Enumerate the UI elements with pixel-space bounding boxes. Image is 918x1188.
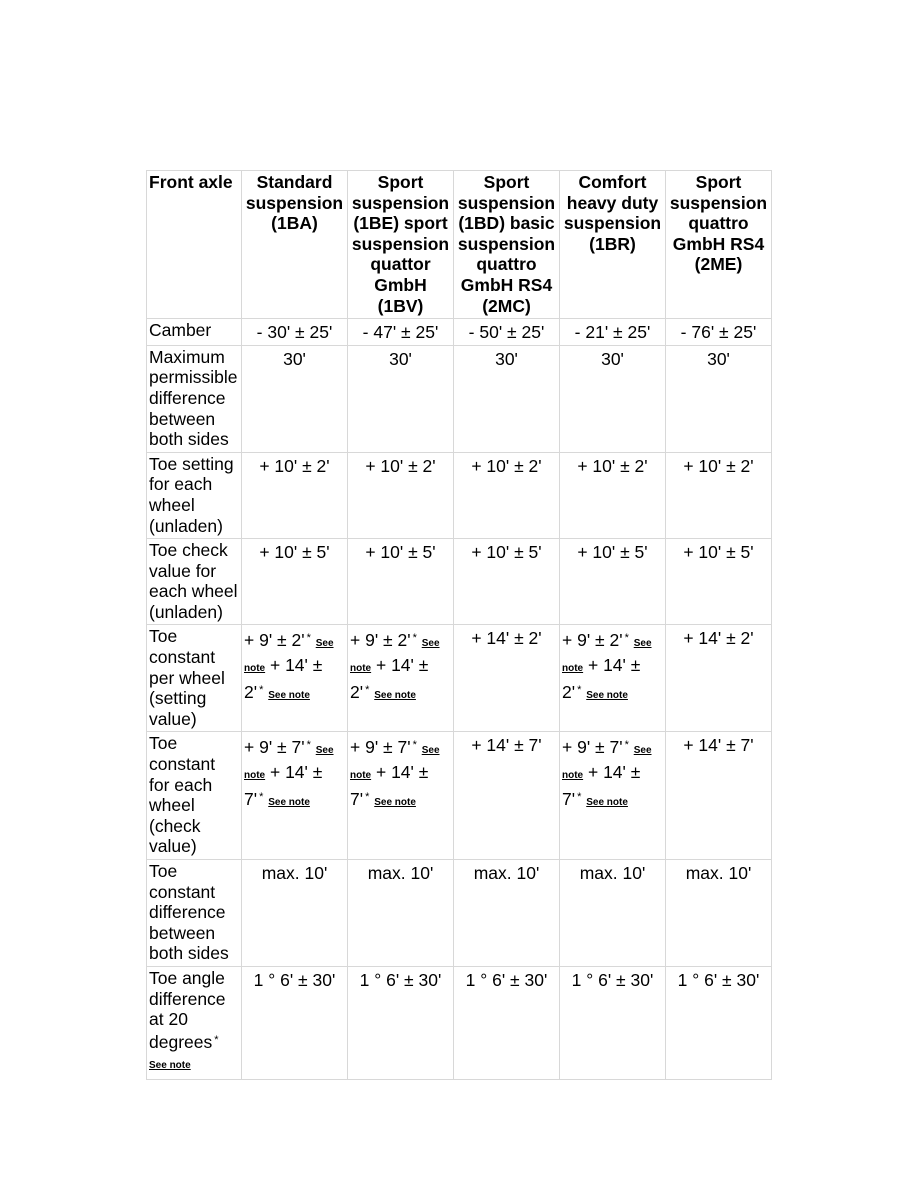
value-text: - 47' ± 25' (362, 322, 439, 343)
value-text: 30' (707, 348, 730, 369)
value-text: + 9' ± 7' (562, 737, 623, 758)
value-cell (454, 319, 560, 346)
see-note-link[interactable]: See note (374, 796, 416, 808)
value-text: + 14' ± 7' (683, 735, 754, 756)
value-cell (454, 539, 560, 625)
column-header-1be-1bv: Sport suspension (1BE) sport suspension quattor GmbH (1BV) (348, 171, 454, 319)
value-text: + 9' ± 7' (244, 737, 305, 758)
value-cell (242, 319, 348, 346)
note-asterisk: * (259, 683, 264, 696)
value-text: max. 10' (367, 863, 434, 883)
table-row (147, 625, 772, 732)
value-cell (454, 860, 560, 967)
value-text: max. 10' (473, 863, 540, 883)
row-label-text: Toe constant difference between both sides (149, 861, 229, 964)
row-label (147, 319, 242, 346)
value-text: + 14' ± 7' (350, 762, 429, 809)
value-cell (348, 319, 454, 346)
see-note-link[interactable]: See note (244, 638, 334, 675)
value-text: 1 ° 6' ± 30' (571, 969, 654, 990)
value-cell (242, 732, 348, 860)
table-body (147, 319, 772, 1080)
value-text: + 14' ± 7' (244, 762, 323, 809)
row-label (147, 539, 242, 625)
row-label (147, 452, 242, 538)
column-header-1ba: Standard suspension (1BA) (242, 171, 348, 319)
see-note-link[interactable]: See note (562, 638, 652, 675)
see-note-link[interactable]: See note (586, 796, 628, 808)
see-note-link[interactable]: See note (268, 689, 310, 701)
value-cell (666, 345, 772, 452)
table-header-row (147, 171, 772, 319)
value-text: + 10' ± 5' (577, 542, 648, 563)
value-cell (666, 539, 772, 625)
value-text: + 10' ± 5' (471, 542, 542, 563)
table-row (147, 452, 772, 538)
value-text: + 10' ± 5' (259, 542, 330, 563)
value-cell (666, 625, 772, 732)
row-label-text: Toe constant for each wheel (check value) (149, 733, 216, 857)
value-text: + 9' ± 7' (350, 737, 411, 758)
table-row (147, 319, 772, 346)
note-asterisk: * (365, 790, 370, 803)
value-cell (242, 860, 348, 967)
value-text: + 9' ± 2' (562, 630, 623, 651)
value-cell (666, 452, 772, 538)
value-text: + 10' ± 2' (577, 455, 648, 476)
row-label (147, 625, 242, 732)
see-note-link[interactable]: See note (562, 745, 652, 782)
value-text: 30' (601, 348, 624, 369)
row-label (147, 966, 242, 1079)
value-text: + 14' ± 7' (471, 735, 542, 756)
see-note-link[interactable]: See note (374, 689, 416, 701)
note-asterisk: * (577, 683, 582, 696)
value-cell (242, 625, 348, 732)
value-cell (454, 966, 560, 1079)
value-text: + 10' ± 2' (365, 455, 436, 476)
value-cell (242, 452, 348, 538)
value-cell (560, 319, 666, 346)
note-asterisk: * (624, 739, 629, 752)
value-text: + 14' ± 2' (683, 628, 754, 649)
value-cell (348, 966, 454, 1079)
value-text: - 50' ± 25' (468, 322, 545, 343)
row-label (147, 860, 242, 967)
see-note-link[interactable]: See note (149, 1060, 191, 1072)
note-asterisk: * (259, 790, 264, 803)
value-text: - 76' ± 25' (680, 322, 757, 343)
value-cell (454, 345, 560, 452)
see-note-link[interactable]: See note (268, 796, 310, 808)
table-row (147, 966, 772, 1079)
value-cell (454, 452, 560, 538)
value-cell (666, 319, 772, 346)
value-text: 30' (495, 348, 518, 369)
table-row (147, 732, 772, 860)
row-label-text: Toe angle difference at 20 degrees (149, 967, 226, 1052)
row-label-text: Camber (149, 320, 212, 341)
note-asterisk: * (306, 739, 311, 752)
value-cell (348, 732, 454, 860)
value-text: + 14' ± 2' (350, 655, 429, 702)
note-asterisk: * (214, 1033, 219, 1046)
row-label-text: Toe setting for each wheel (unladen) (149, 453, 234, 536)
see-note-link[interactable]: See note (244, 745, 334, 782)
value-cell (348, 860, 454, 967)
value-text: max. 10' (261, 863, 328, 883)
value-cell (348, 452, 454, 538)
row-header-cell: Front axle (147, 171, 242, 319)
value-cell (666, 966, 772, 1079)
value-text: + 9' ± 2' (350, 630, 411, 651)
value-text: max. 10' (685, 863, 752, 883)
row-label (147, 732, 242, 860)
see-note-link[interactable]: See note (586, 689, 628, 701)
value-cell (348, 539, 454, 625)
value-cell (560, 966, 666, 1079)
value-text: 1 ° 6' ± 30' (359, 969, 442, 990)
note-asterisk: * (577, 790, 582, 803)
value-text: + 10' ± 5' (683, 542, 754, 563)
row-label (147, 345, 242, 452)
column-header-2me: Sport suspension quattro GmbH RS4 (2ME) (666, 171, 772, 319)
note-asterisk: * (412, 739, 417, 752)
value-text: + 14' ± 2' (244, 655, 323, 702)
value-text: + 14' ± 7' (562, 762, 641, 809)
value-text: + 10' ± 5' (365, 542, 436, 563)
note-asterisk: * (306, 632, 311, 645)
value-text: 1 ° 6' ± 30' (677, 969, 760, 990)
column-header-1br: Comfort heavy duty suspension (1BR) (560, 171, 666, 319)
row-label-text: Toe check value for each wheel (unladen) (149, 540, 238, 622)
column-header-1bd-2mc: Sport suspension (1BD) basic suspension quattro GmbH RS4 (2MC) (454, 171, 560, 319)
see-note-link[interactable]: See note (350, 638, 440, 675)
value-text: + 9' ± 2' (244, 630, 305, 651)
value-cell (348, 625, 454, 732)
front-axle-spec-table (146, 170, 772, 1080)
value-text: - 21' ± 25' (574, 322, 651, 343)
value-cell (560, 625, 666, 732)
value-text: + 14' ± 2' (471, 628, 542, 649)
note-asterisk: * (365, 683, 370, 696)
see-note-link[interactable]: See note (350, 745, 440, 782)
note-asterisk: * (624, 632, 629, 645)
row-label-text: Maximum permissible difference between both sides (149, 346, 238, 450)
value-text: - 30' ± 25' (256, 322, 333, 343)
table-row (147, 539, 772, 625)
value-cell (560, 732, 666, 860)
value-cell (348, 345, 454, 452)
value-cell (560, 452, 666, 538)
value-cell (666, 732, 772, 860)
value-cell (454, 732, 560, 860)
value-cell (666, 860, 772, 967)
value-text: + 10' ± 2' (259, 455, 330, 476)
value-text: 1 ° 6' ± 30' (465, 969, 548, 990)
value-text: 30' (283, 348, 306, 369)
value-text: + 14' ± 2' (562, 655, 641, 702)
note-asterisk: * (412, 632, 417, 645)
table-row (147, 345, 772, 452)
value-cell (560, 345, 666, 452)
value-cell (242, 539, 348, 625)
value-text: 30' (389, 348, 412, 369)
value-text: 1 ° 6' ± 30' (253, 969, 336, 990)
value-text: max. 10' (579, 863, 646, 883)
value-text: + 10' ± 2' (683, 455, 754, 476)
value-cell (242, 345, 348, 452)
value-cell (454, 625, 560, 732)
value-cell (560, 860, 666, 967)
value-cell (560, 539, 666, 625)
value-text: + 10' ± 2' (471, 455, 542, 476)
row-label-text: Toe constant per wheel (setting value) (149, 626, 225, 729)
value-cell (242, 966, 348, 1079)
table-row (147, 860, 772, 967)
